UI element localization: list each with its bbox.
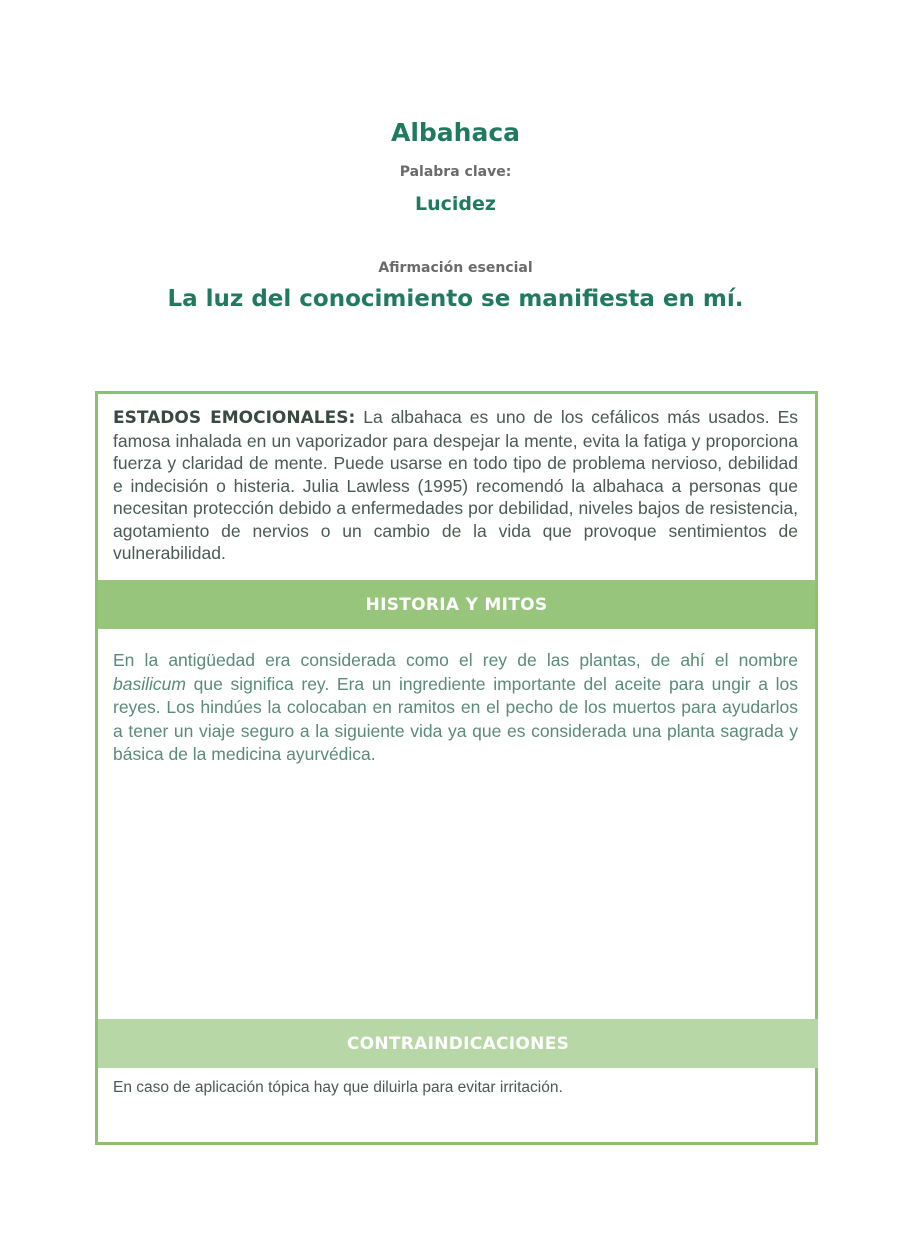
historia-text-after: que significa rey. Era un ingrediente importante del aceite para ungir a los reyes. Los hindúes la colocaban en ramitos en el pecho de los muertos para ayudarlos a tener un viaje seguro a la siguiente vida ya que es considerada una planta sagrada y básica de la medicina ayurvédica. (113, 673, 798, 764)
estados-emocionales-text: La albahaca es uno de los cefálicos más usados. Es famosa inhalada en un vaporizador para despejar la mente, evita la fatiga y proporciona fuerza y claridad de mente. Puede usarse en todo tipo de problema nervioso, debilidad e indecisión o histeria. Julia Lawless (1995) recomendó la albahaca a personas que necesitan protección debido a enfermedades por debilidad, niveles bajos de resistencia, agotamiento de nervios o un cambio de la vida que provoque sentimientos de vulnerabilidad. (113, 407, 798, 563)
historia-mitos-heading: HISTORIA Y MITOS (365, 594, 548, 615)
page-title: Albahaca (390, 118, 521, 147)
historia-mitos-heading-band (98, 580, 815, 629)
contraindicaciones-paragraph: En caso de aplicación tópica hay que diluirla para evitar irritación. (113, 1079, 563, 1096)
historia-text-italic: basilicum (113, 673, 186, 694)
contraindicaciones-heading: CONTRAINDICACIONES (346, 1033, 570, 1054)
historia-text-before: En la antigüedad era considerada como el rey de las plantas, de ahí el nombre (113, 650, 798, 670)
estados-emocionales-paragraph (113, 406, 798, 565)
keyword-value: Lucidez (415, 193, 496, 215)
historia-mitos-paragraph (113, 649, 798, 767)
info-card (95, 391, 818, 1145)
keyword-label: Palabra clave: (399, 164, 512, 180)
estados-emocionales-heading: ESTADOS EMOCIONALES: (113, 408, 356, 428)
contraindicaciones-heading-band (98, 1019, 818, 1068)
affirmation-label: Afirmación esencial (378, 260, 533, 276)
affirmation-value: La luz del conocimiento se manifiesta en mí. (167, 286, 744, 312)
